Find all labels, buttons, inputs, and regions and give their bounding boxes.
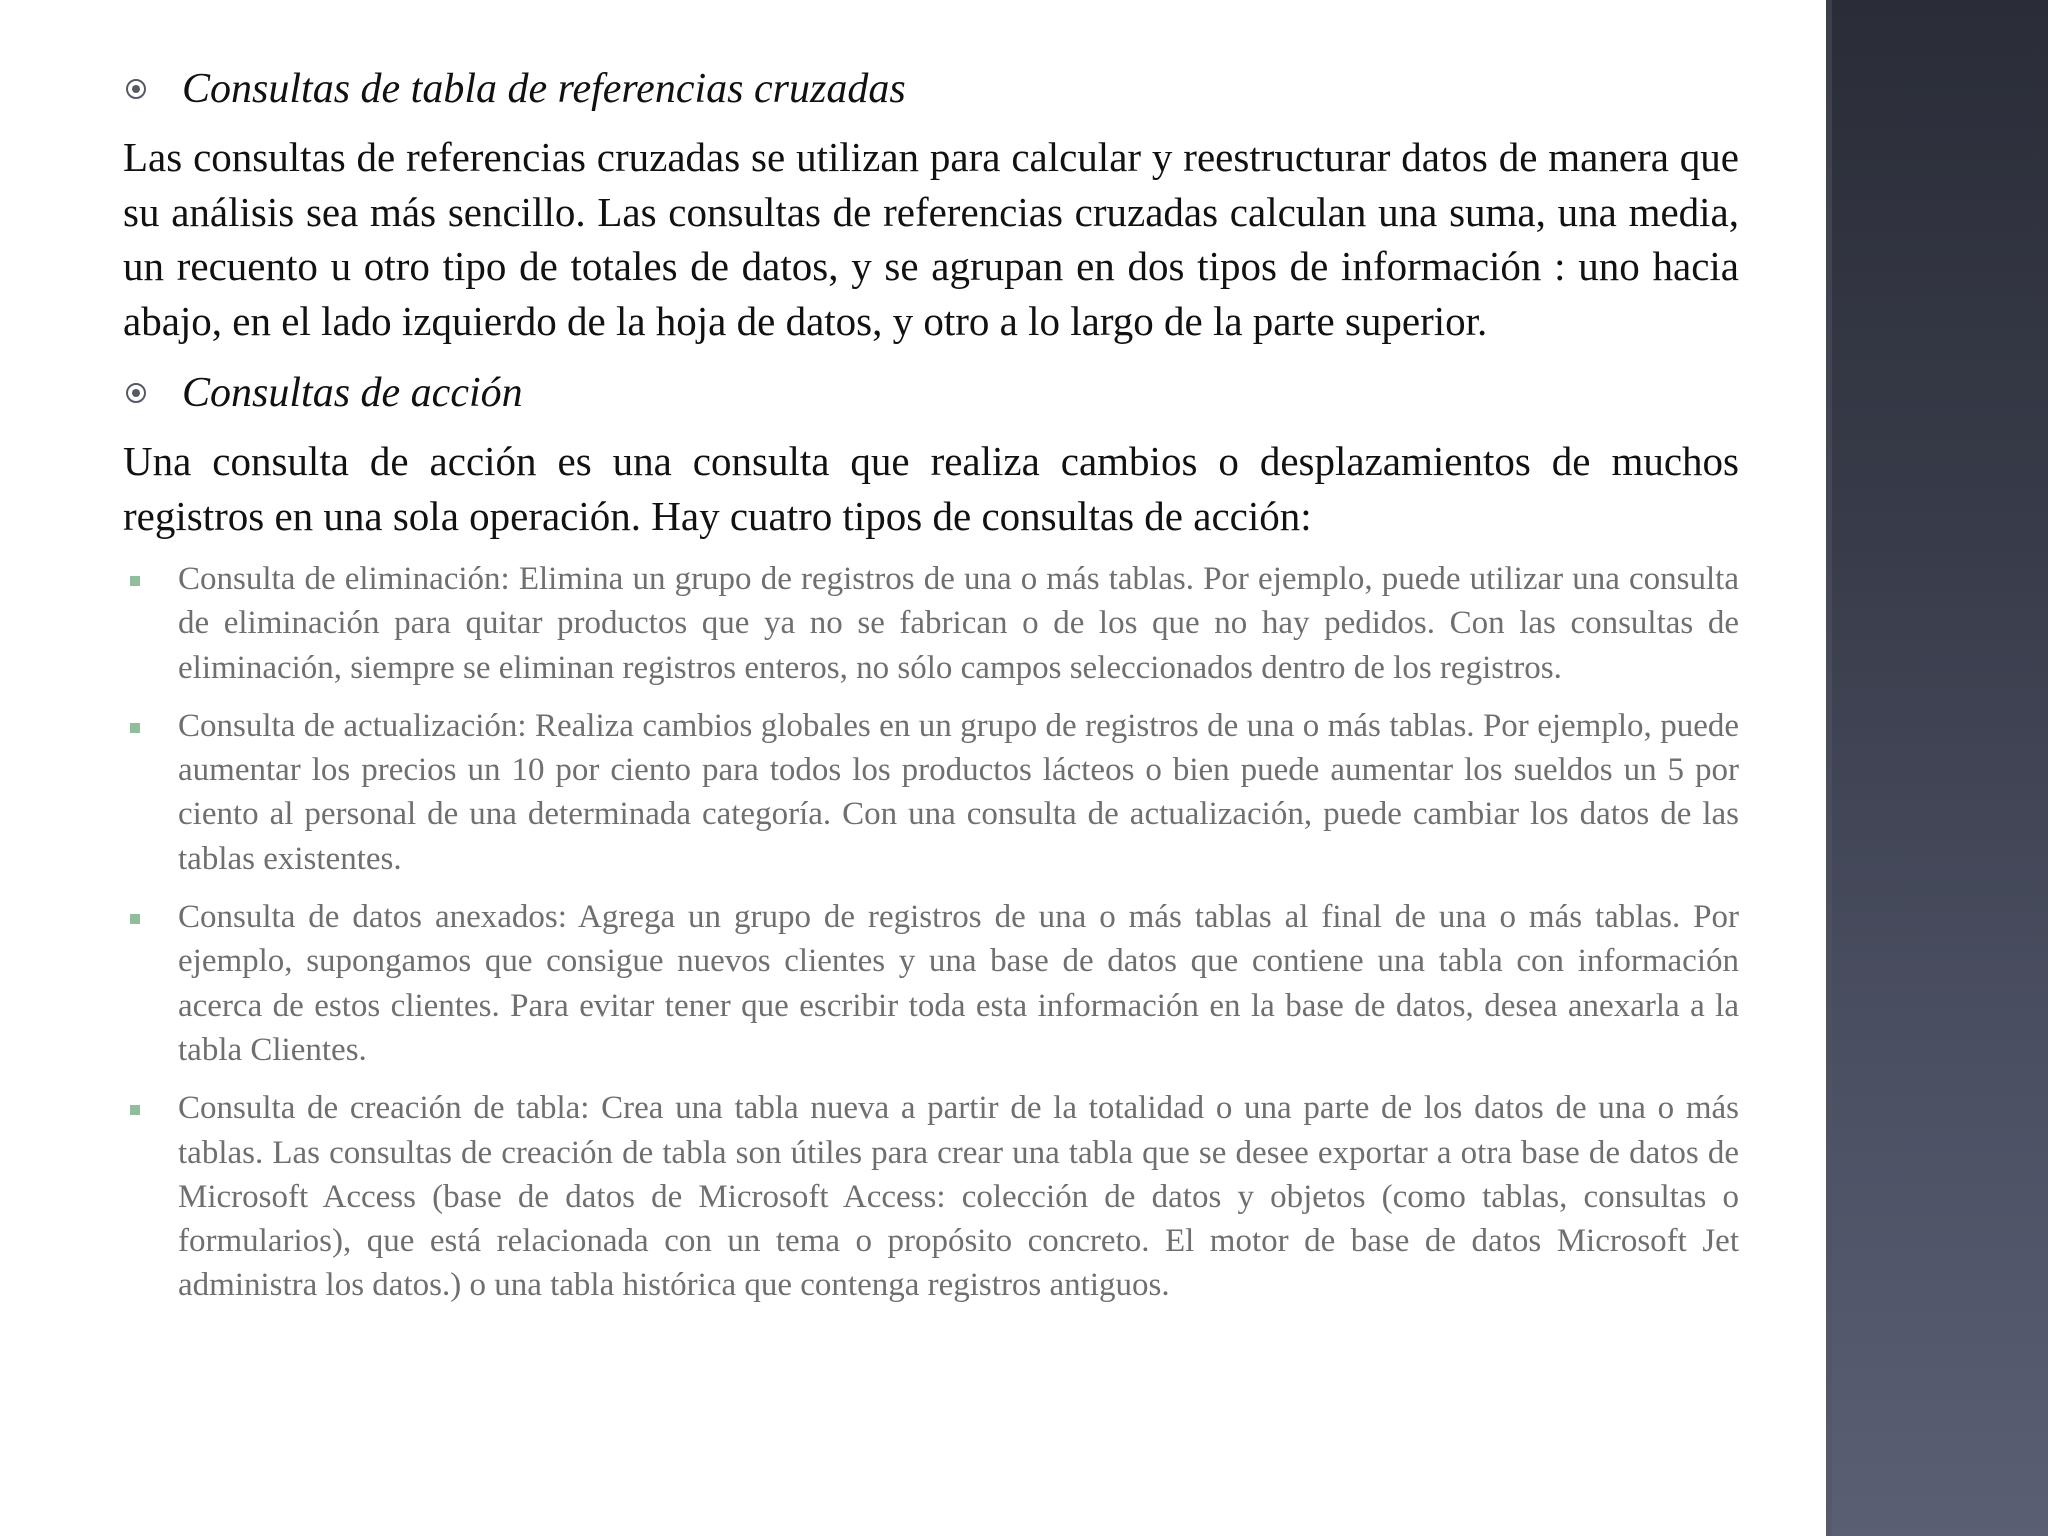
action-paragraph: Una consulta de acción es una consulta que realiza cambios o desplazamientos de muchos registros en una sola operación. Hay cuatro tipos de consultas de acción: [123, 438, 1739, 539]
list-item-text: Consulta de eliminación: Elimina un grupo de registros de una o más tablas. Por ejemplo, puede utilizar una consulta de eliminación para quitar productos que ya no se fabrican o de los que no hay pedidos. Con las consultas de eliminación, siempre se eliminan registros enteros, no sólo campos seleccionados dentro de los registros. [178, 561, 1739, 686]
list-item-text: Consulta de actualización: Realiza cambios globales en un grupo de registros de una o más tablas. Por ejemplo, puede aumentar los precios un 10 por ciento para todos los productos lácteos o bien puede aumentar los sueldos un 5 por ciento al personal de una determinada categoría. Con una consulta de actualización, puede cambiar los datos de las tablas existentes. [178, 707, 1739, 877]
square-bullet-icon [130, 1105, 140, 1115]
list-item [123, 895, 1739, 1072]
list-item-text: Consulta de datos anexados: Agrega un grupo de registros de una o más tablas al final de una o más tablas. Por ejemplo, supongamos que consigue nuevos clientes y una base de datos que contiene una tabla con información acerca de estos clientes. Para evitar tener que escribir toda esta información en la base de datos, desea anexarla a la tabla Clientes. [178, 899, 1739, 1068]
section-heading-text: Consultas de acción [182, 370, 523, 416]
action-query-list [123, 557, 1739, 1308]
section-heading-crosstab [123, 58, 1739, 120]
list-item [123, 1086, 1739, 1307]
square-bullet-icon [130, 723, 140, 733]
section-heading-action [123, 362, 1739, 424]
list-item [123, 557, 1739, 690]
slide-content [123, 58, 1739, 1322]
square-bullet-icon [130, 576, 140, 586]
list-item [123, 704, 1739, 881]
list-item-text: Consulta de creación de tabla: Crea una tabla nueva a partir de la totalidad o una parte de los datos de una o más tablas. Las consultas de creación de tabla son útiles para crear una tabla que se desee exportar a otra base de datos de Microsoft Access (base de datos de Microsoft Access: colección de datos y objetos (como tablas, consultas o formularios), que está relacionada con un tema o propósito concreto. El motor de base de datos Microsoft Jet administra los datos.) o una tabla histórica que contenga registros antiguos. [178, 1090, 1739, 1304]
circle-bullet-icon [126, 79, 146, 99]
square-bullet-icon [130, 914, 140, 924]
side-panel-decoration [1826, 0, 2048, 1536]
section-heading-text: Consultas de tabla de referencias cruzadas [182, 66, 906, 112]
crosstab-paragraph: Las consultas de referencias cruzadas se utilizan para calcular y reestructurar datos de manera que su análisis sea más sencillo. Las consultas de referencias cruzadas calculan una suma, una media, un recuento u otro tipo de totales de datos, y se agrupan en dos tipos de información : uno hacia abajo, en el lado izquierdo de la hoja de datos, y otro a lo largo de la parte superior. [123, 134, 1739, 344]
circle-bullet-icon [126, 383, 146, 403]
